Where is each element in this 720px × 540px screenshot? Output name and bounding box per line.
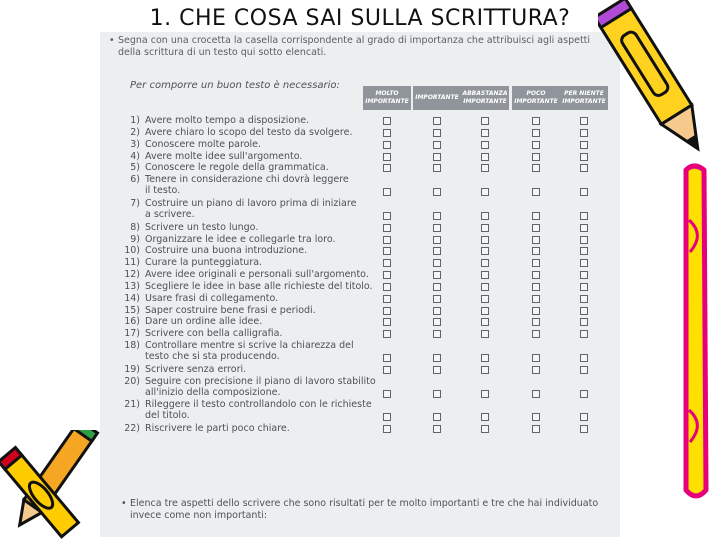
item-text: [145, 293, 377, 304]
item-number: 3): [130, 138, 140, 150]
item-number: 18): [124, 340, 140, 352]
item-number: 16): [124, 316, 140, 328]
item-text: [145, 257, 377, 268]
rating-checkbox[interactable]: [481, 212, 489, 220]
column-header: [413, 86, 461, 110]
rating-checkbox[interactable]: [383, 318, 391, 326]
item-number: 15): [124, 304, 140, 316]
questionnaire-row: [120, 162, 620, 174]
rating-checkbox[interactable]: [433, 425, 441, 433]
item-text: [145, 399, 377, 421]
rating-checkbox[interactable]: [433, 259, 441, 267]
questionnaire-row: [120, 234, 620, 246]
rating-checkbox[interactable]: [532, 188, 540, 196]
slide-title: 1. CHE COSA SAI SULLA SCRITTURA?: [149, 6, 571, 31]
item-text-line: Conoscere le regole della grammatica.: [145, 162, 329, 174]
rating-checkbox[interactable]: [481, 188, 489, 196]
item-number: 2): [130, 126, 140, 138]
rating-checkbox[interactable]: [580, 271, 588, 279]
rating-checkbox[interactable]: [580, 425, 588, 433]
rating-checkbox[interactable]: [532, 141, 540, 149]
item-text: [145, 281, 377, 292]
item-text-line: Curare la punteggiatura.: [145, 257, 263, 269]
questionnaire-row: [120, 305, 620, 317]
item-number: 21): [124, 399, 140, 411]
item-text: [145, 305, 377, 316]
rating-checkbox[interactable]: [532, 212, 540, 220]
column-header-line: MOLTO: [375, 90, 399, 97]
rating-checkbox[interactable]: [532, 330, 540, 338]
item-number: 13): [124, 280, 140, 292]
worksheet-instructions: [109, 35, 613, 59]
column-header-line: IMPORTANTE: [562, 98, 606, 105]
rating-checkbox[interactable]: [580, 141, 588, 149]
rating-checkbox[interactable]: [433, 354, 441, 362]
rating-checkbox[interactable]: [383, 236, 391, 244]
rating-checkbox[interactable]: [481, 295, 489, 303]
item-text-line: del titolo.: [145, 410, 190, 422]
item-text-line: Costruire un piano di lavoro prima di iniziare: [145, 197, 357, 209]
questionnaire-row: [120, 399, 620, 423]
rating-checkbox[interactable]: [433, 188, 441, 196]
item-text: [145, 364, 377, 375]
item-number: 12): [124, 269, 140, 281]
rating-checkbox[interactable]: [532, 117, 540, 125]
table-lead: Per comporre un buon testo è necessario:: [130, 80, 340, 91]
bullet-icon: •: [109, 35, 115, 46]
item-text: [145, 115, 377, 126]
item-text-line: Scrivere senza errori.: [145, 363, 247, 375]
item-number: 9): [130, 233, 140, 245]
rating-checkbox[interactable]: [532, 295, 540, 303]
rating-checkbox[interactable]: [433, 117, 441, 125]
questionnaire-row: [120, 245, 620, 257]
rating-checkbox[interactable]: [383, 283, 391, 291]
item-text: [145, 423, 377, 434]
rating-checkbox[interactable]: [580, 413, 588, 421]
rating-checkbox[interactable]: [532, 318, 540, 326]
rating-checkbox[interactable]: [580, 354, 588, 362]
column-header: [363, 86, 411, 110]
rating-checkbox[interactable]: [532, 224, 540, 232]
questionnaire-row: [120, 174, 620, 198]
item-number: 8): [130, 221, 140, 233]
rating-checkbox[interactable]: [580, 117, 588, 125]
item-number: 10): [124, 245, 140, 257]
rating-checkbox[interactable]: [532, 236, 540, 244]
rating-checkbox[interactable]: [532, 307, 540, 315]
rating-checkbox[interactable]: [433, 390, 441, 398]
rating-checkbox[interactable]: [481, 236, 489, 244]
rating-checkbox[interactable]: [433, 283, 441, 291]
item-number: 19): [124, 363, 140, 375]
rating-checkbox[interactable]: [383, 259, 391, 267]
item-number: 11): [124, 257, 140, 269]
rating-checkbox[interactable]: [532, 164, 540, 172]
rating-checkbox[interactable]: [383, 271, 391, 279]
rating-checkbox[interactable]: [433, 366, 441, 374]
item-text: [145, 139, 377, 150]
item-text-line: Avere molte idee sull'argomento.: [145, 150, 303, 162]
rating-checkbox[interactable]: [532, 283, 540, 291]
rating-checkbox[interactable]: [580, 259, 588, 267]
item-number: 6): [130, 174, 140, 186]
item-text: [145, 234, 377, 245]
rating-checkbox[interactable]: [481, 425, 489, 433]
item-number: 7): [130, 197, 140, 209]
column-header-line: ABBASTANZA: [462, 90, 508, 97]
rating-checkbox[interactable]: [481, 366, 489, 374]
rating-checkbox[interactable]: [580, 390, 588, 398]
rating-checkbox[interactable]: [481, 153, 489, 161]
rating-checkbox[interactable]: [433, 153, 441, 161]
rating-checkbox[interactable]: [580, 164, 588, 172]
item-text-line: Usare frasi di collegamento.: [145, 292, 279, 304]
rating-checkbox[interactable]: [580, 295, 588, 303]
item-text: [145, 340, 377, 362]
item-text: [145, 328, 377, 339]
item-text-line: Scegliere le idee in base alle richieste del titolo.: [145, 280, 373, 292]
rating-checkbox[interactable]: [383, 117, 391, 125]
rating-checkbox[interactable]: [481, 141, 489, 149]
rating-checkbox[interactable]: [383, 413, 391, 421]
rating-checkbox[interactable]: [532, 413, 540, 421]
column-header: [461, 86, 509, 110]
rating-checkbox[interactable]: [433, 129, 441, 137]
crayon-illustration-right: [676, 160, 716, 510]
questionnaire-row: [120, 423, 620, 435]
rating-checkbox[interactable]: [532, 129, 540, 137]
questionnaire-row: [120, 340, 620, 364]
column-header-line: IMPORTANTE: [514, 98, 558, 105]
questionnaire-row: [120, 316, 620, 328]
item-number: 22): [124, 423, 140, 435]
rating-checkbox[interactable]: [481, 390, 489, 398]
questionnaire-row: [120, 198, 620, 222]
item-text-line: il testo.: [145, 185, 181, 197]
rating-checkbox[interactable]: [481, 224, 489, 232]
questionnaire-row: [120, 115, 620, 127]
footer-text: Elenca tre aspetti dello scrivere che sono risultati per te molto importanti e tre che hai individuato invece come non importanti:: [130, 498, 599, 521]
rating-checkbox[interactable]: [433, 224, 441, 232]
rating-checkbox[interactable]: [481, 413, 489, 421]
rating-checkbox[interactable]: [433, 307, 441, 315]
column-header-line: IMPORTANTE: [365, 98, 409, 105]
item-text: [145, 198, 377, 220]
rating-checkbox[interactable]: [532, 153, 540, 161]
questionnaire-row: [120, 222, 620, 234]
item-text: [145, 162, 377, 173]
rating-checkbox[interactable]: [383, 129, 391, 137]
rating-checkbox[interactable]: [383, 295, 391, 303]
rating-checkbox[interactable]: [481, 129, 489, 137]
rating-checkbox[interactable]: [580, 153, 588, 161]
rating-checkbox[interactable]: [532, 366, 540, 374]
rating-checkbox[interactable]: [532, 354, 540, 362]
rating-checkbox[interactable]: [481, 283, 489, 291]
rating-checkbox[interactable]: [383, 153, 391, 161]
rating-checkbox[interactable]: [532, 425, 540, 433]
rating-checkbox[interactable]: [580, 247, 588, 255]
worksheet-scan: [100, 32, 620, 537]
column-header-line: POCO: [526, 90, 546, 97]
item-text-line: Seguire con precisione il piano di lavoro stabilito: [145, 375, 376, 387]
rating-checkbox[interactable]: [481, 318, 489, 326]
rating-checkbox[interactable]: [383, 224, 391, 232]
item-text: [145, 151, 377, 162]
rating-checkbox[interactable]: [580, 366, 588, 374]
questionnaire-row: [120, 281, 620, 293]
rating-checkbox[interactable]: [580, 330, 588, 338]
item-number: 1): [130, 115, 140, 126]
rating-checkbox[interactable]: [481, 247, 489, 255]
rating-checkbox[interactable]: [532, 390, 540, 398]
rating-checkbox[interactable]: [532, 271, 540, 279]
column-header-line: PER NIENTE: [564, 90, 604, 97]
rating-checkbox[interactable]: [481, 330, 489, 338]
item-text-line: Tenere in considerazione chi dovrà leggere: [145, 174, 349, 186]
rating-checkbox[interactable]: [433, 295, 441, 303]
item-text-line: Controllare mentre si scrive la chiarezza del: [145, 340, 354, 352]
rating-checkbox[interactable]: [433, 247, 441, 255]
rating-checkbox[interactable]: [580, 283, 588, 291]
rating-checkbox[interactable]: [433, 236, 441, 244]
bullet-icon: •: [121, 498, 127, 509]
pencil-illustration-top: [598, 0, 720, 170]
item-text: [145, 269, 377, 280]
item-text: [145, 127, 377, 138]
item-number: 14): [124, 292, 140, 304]
item-number: 5): [130, 162, 140, 174]
rating-checkbox[interactable]: [433, 164, 441, 172]
item-text: [145, 376, 377, 398]
rating-checkbox[interactable]: [433, 271, 441, 279]
item-text-line: Riscrivere le parti poco chiare.: [145, 423, 290, 435]
rating-checkbox[interactable]: [383, 164, 391, 172]
item-text-line: Scrivere con bella calligrafia.: [145, 328, 283, 340]
questionnaire-row: [120, 139, 620, 151]
questionnaire-row: [120, 364, 620, 376]
rating-checkbox[interactable]: [481, 354, 489, 362]
rating-checkbox[interactable]: [580, 307, 588, 315]
item-text-line: Organizzare le idee e collegarle tra loro.: [145, 233, 336, 245]
item-text-line: Avere idee originali e personali sull'argomento.: [145, 269, 369, 281]
questionnaire-row: [120, 328, 620, 340]
questionnaire-row: [120, 376, 620, 400]
rating-checkbox[interactable]: [383, 141, 391, 149]
rating-checkbox[interactable]: [481, 259, 489, 267]
item-text-line: Conoscere molte parole.: [145, 138, 262, 150]
item-text: [145, 316, 377, 327]
rating-checkbox[interactable]: [580, 212, 588, 220]
rating-checkbox[interactable]: [383, 247, 391, 255]
rating-checkbox[interactable]: [383, 354, 391, 362]
item-text-line: Avere chiaro lo scopo del testo da svolgere.: [145, 126, 353, 138]
item-text-line: Dare un ordine alle idee.: [145, 316, 263, 328]
questionnaire-row: [120, 151, 620, 163]
rating-checkbox[interactable]: [580, 236, 588, 244]
column-header-line: IMPORTANTE: [463, 98, 507, 105]
item-text: [145, 174, 377, 196]
rating-checkbox[interactable]: [383, 212, 391, 220]
rating-checkbox[interactable]: [433, 413, 441, 421]
rating-checkbox[interactable]: [433, 330, 441, 338]
questionnaire-row: [120, 127, 620, 139]
rating-checkbox[interactable]: [383, 390, 391, 398]
rating-checkbox[interactable]: [532, 247, 540, 255]
rating-checkbox[interactable]: [433, 212, 441, 220]
rating-checkbox[interactable]: [383, 330, 391, 338]
rating-checkbox[interactable]: [433, 318, 441, 326]
rating-checkbox[interactable]: [383, 425, 391, 433]
column-header-line: IMPORTANTE: [415, 94, 459, 101]
item-number: 20): [124, 375, 140, 387]
item-text-line: a scrivere.: [145, 208, 195, 220]
item-text-line: testo che si sta producendo.: [145, 351, 280, 363]
item-text-line: Avere molto tempo a disposizione.: [145, 115, 310, 126]
rating-checkbox[interactable]: [481, 307, 489, 315]
questionnaire-row: [120, 293, 620, 305]
rating-checkbox[interactable]: [481, 117, 489, 125]
rating-checkbox[interactable]: [383, 188, 391, 196]
item-text-line: Costruire una buona introduzione.: [145, 245, 308, 257]
worksheet-footer: [121, 498, 610, 522]
rating-checkbox[interactable]: [532, 259, 540, 267]
rating-checkbox[interactable]: [383, 307, 391, 315]
rating-checkbox[interactable]: [580, 224, 588, 232]
rating-checkbox[interactable]: [481, 271, 489, 279]
rating-checkbox[interactable]: [433, 141, 441, 149]
item-number: 17): [124, 328, 140, 340]
questionnaire-row: [120, 269, 620, 281]
item-text: [145, 222, 377, 233]
instructions-text: Segna con una crocetta la casella corrispondente al grado di importanza che attribuisci agli aspetti della scrittura di un testo qui sotto elencati.: [118, 35, 591, 58]
item-text-line: Scrivere un testo lungo.: [145, 221, 259, 233]
rating-checkbox[interactable]: [580, 129, 588, 137]
pencils-illustration-bottom: [0, 430, 110, 540]
rating-checkbox[interactable]: [580, 318, 588, 326]
rating-checkbox[interactable]: [580, 188, 588, 196]
questionnaire-row: [120, 257, 620, 269]
column-header: [512, 86, 560, 110]
item-text: [145, 245, 377, 256]
rating-checkbox[interactable]: [481, 164, 489, 172]
item-text-line: Saper costruire bene frasi e periodi.: [145, 304, 316, 316]
item-text-line: all'inizio della composizione.: [145, 386, 281, 398]
rating-checkbox[interactable]: [383, 366, 391, 374]
item-text-line: Rileggere il testo controllandolo con le richieste: [145, 399, 372, 411]
item-number: 4): [130, 150, 140, 162]
